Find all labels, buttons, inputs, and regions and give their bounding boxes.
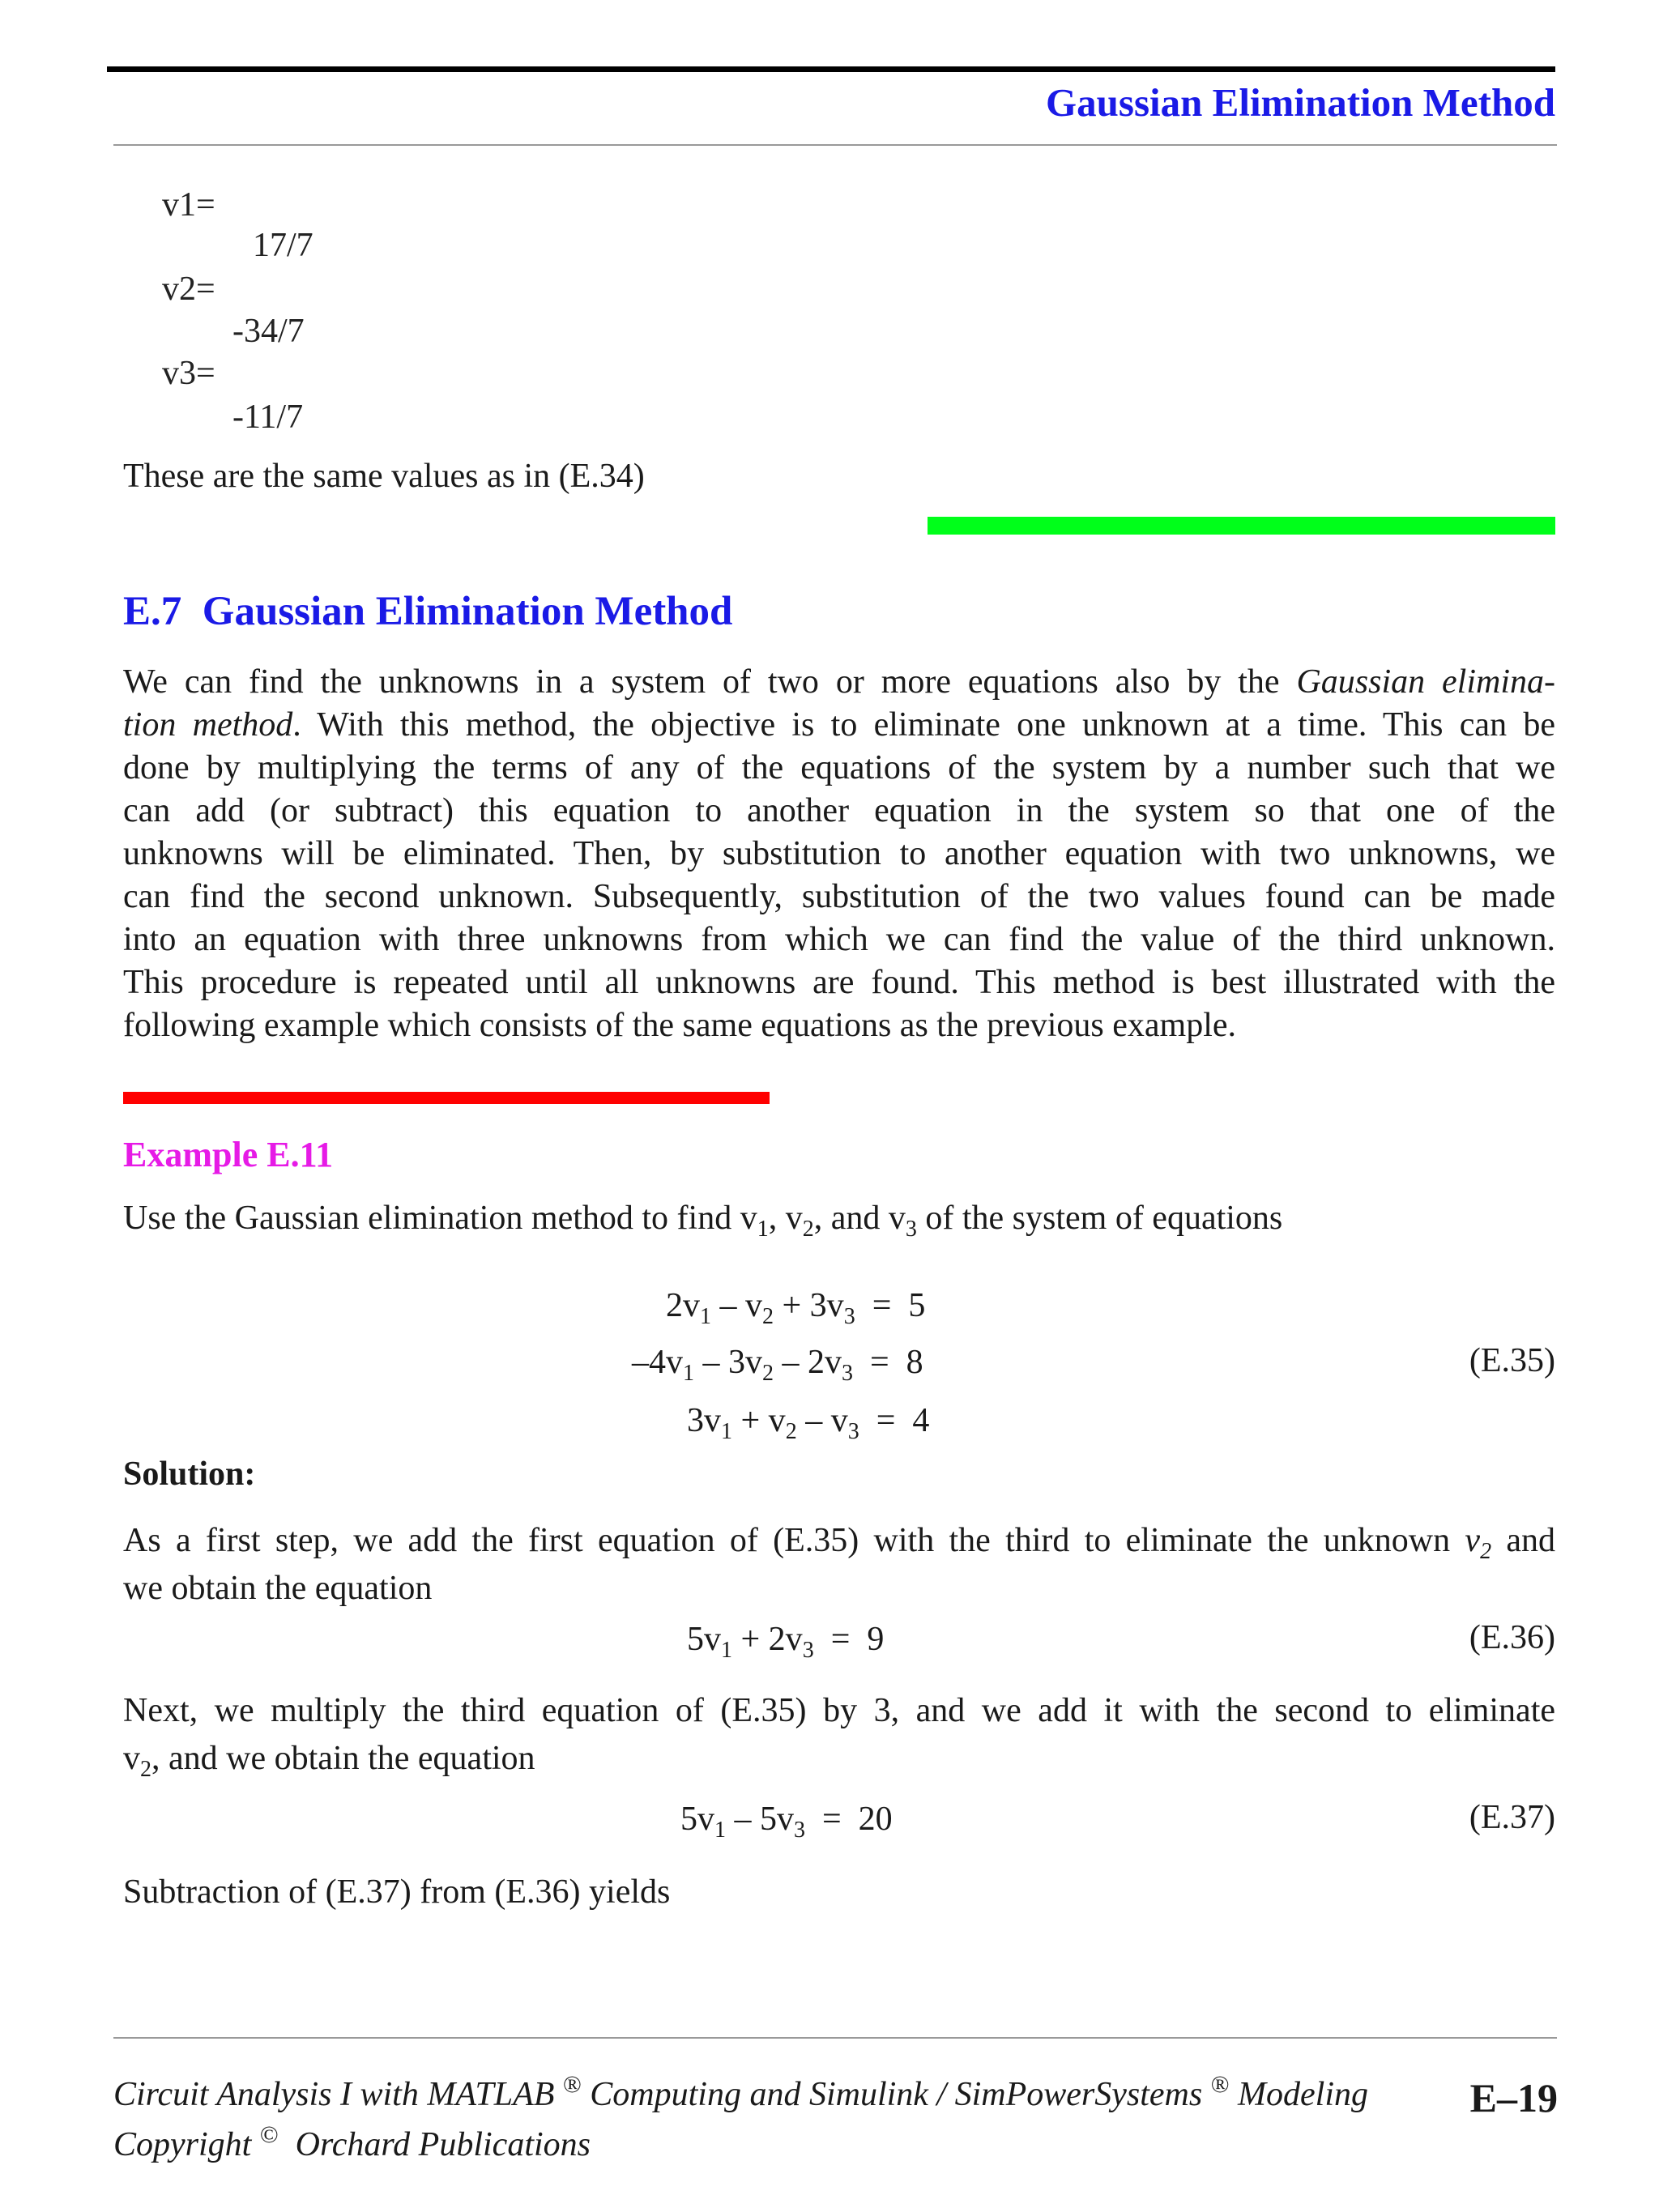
equation-number-e37: (E.37) [1469,1799,1555,1836]
section-number: E.7 [123,589,182,634]
solution-label: Solution: [123,1455,256,1493]
step-2-line-2: $v_2$, and we obtain the equation [123,1740,535,1782]
red-highlight-bar [123,1092,770,1104]
equation-e36: $5v_1 + 2v_3 = 9$ [687,1621,885,1663]
footer-rule [113,2037,1557,2039]
footer-copyright: Copyright © Orchard Publications [113,2121,591,2163]
body-line-9: following example which consists of the same equations as the previous example. [123,1007,1237,1044]
section-title: Gaussian Elimination Method [202,589,733,634]
step-1-line-2: we obtain the equation [123,1570,433,1607]
body-line-1: We can find the unknowns in a system of two or more equations also by the Gaussian elimina- [123,663,1555,701]
solution-step-3: Subtraction of (E.37) from (E.36) yields [123,1873,671,1911]
code-v1-label: v1= [162,186,215,224]
equation-e37: $5v_1 - 5v_3 = 20$ [680,1801,893,1843]
body-paragraph [123,661,1555,1047]
solution-step-1 [123,1519,1555,1610]
footer-book-title: Circuit Analysis I with MATLAB ® Computing and Simulink / SimPowerSystems ® Modeling [113,2071,1368,2113]
code-v3-label: v3= [162,355,215,392]
body-line-6: can find the second unknown. Subsequently, substitution of the two values found can be made [123,878,1555,915]
solution-step-2 [123,1690,1555,1780]
code-v1-value: 17/7 [253,227,313,264]
step-1-line-1: As a first step, we add the first equation of (E.35) with the third to eliminate the unknown $v_2$ and [123,1522,1556,1564]
example-prompt: Use the Gaussian elimination method to find $v_1$, $v_2$, and $v_3$ of the system of equations [123,1200,1283,1242]
body-line-2: tion method. With this method, the objective is to eliminate one unknown at a time. This can be [123,706,1555,744]
equation-e35-row-2: $-4v_1 - 3v_2 - 2v_3 = 8$ [632,1344,923,1386]
intro-sentence: These are the same values as in (E.34) [123,458,645,495]
equation-e35-row-3: $3v_1 + v_2 - v_3 = 4$ [687,1402,930,1444]
code-v2-label: v2= [162,271,215,308]
header-rule [113,144,1557,146]
body-line-3: done by multiplying the terms of any of the equations of the system by a number such that we [123,749,1555,786]
code-v3-value: -11/7 [232,399,304,436]
equation-number-e36: (E.36) [1469,1619,1555,1656]
equation-e35-row-1: $2v_1 - v_2 + 3v_3 = 5$ [666,1287,926,1329]
section-heading [123,588,732,635]
step-2-line-1: Next, we multiply the third equation of (E.35) by 3, and we add it with the second to eliminate [123,1692,1555,1729]
green-highlight-bar [928,517,1555,535]
body-line-4: can add (or subtract) this equation to another equation in the system so that one of the [123,792,1555,829]
body-line-7: into an equation with three unknowns from which we can find the value of the third unknown. [123,921,1555,958]
example-label: Example E.11 [123,1135,334,1174]
body-line-8: This procedure is repeated until all unknowns are found. This method is best illustrated with the [123,964,1555,1001]
running-header-title: Gaussian Elimination Method [1046,80,1555,125]
code-v2-value: -34/7 [232,313,305,350]
equation-number-e35: (E.35) [1469,1342,1555,1379]
page-number: E–19 [1469,2075,1558,2120]
top-rule [107,66,1555,72]
body-line-5: unknowns will be eliminated. Then, by substitution to another equation with two unknowns, we [123,835,1555,872]
